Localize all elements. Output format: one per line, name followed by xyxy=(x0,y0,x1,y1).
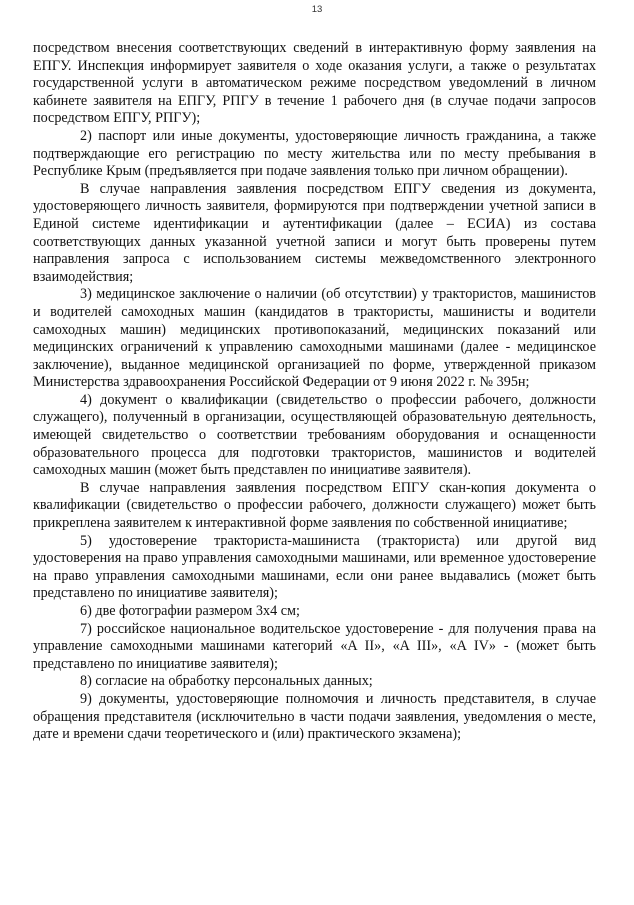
paragraph-item-8-consent: 8) согласие на обработку персональных данных; xyxy=(80,673,373,690)
body-text xyxy=(33,40,596,744)
paragraph-item-4-qualification: 4) документ о квалификации (свидетельство о профессии рабочего, должности служащего), полученный в организации, осуществляющей образовательную деятельность, имеющей свидетельство о соответствии требованиям оборудования и оснащенности образовательного процесса для подготовки трактористов, машинистов и водителей самоходных машин (может быть представлен по инициативе заявителя). xyxy=(33,391,596,479)
paragraph-esia-note: В случае направления заявления посредством ЕПГУ сведения из документа, удостоверяющего личность заявителя, формируются при подтверждении учетной записи в Единой системе идентификации и аутентификации (далее – ЕСИА) из состава соответствующих данных указанной учетной записи и могут быть проверены путем направления запроса с использованием системы межведомственного электронного взаимодействия; xyxy=(33,180,596,285)
paragraph-item-7-drivers-license: 7) российское национальное водительское удостоверение - для получения права на управление самоходными машинами категорий «A II», «A III», «A IV» - (может быть представлено по инициативе заявителя); xyxy=(33,620,596,672)
paragraph-continuation: посредством внесения соответствующих сведений в интерактивную форму заявления на ЕПГУ. Инспекция информирует заявителя о ходе оказания услуги, а также о результатах государственной услуги в автоматическом режиме посредством уведомлений в личном кабинете заявителя на ЕПГУ, РПГУ в течение 1 рабочего дня (в случае подачи запросов посредством ЕПГУ, РПГУ); xyxy=(33,40,596,127)
paragraph-epgu-scan-note: В случае направления заявления посредством ЕПГУ скан-копия документа о квалификации (свидетельство о профессии рабочего, должности служащего) может быть прикреплена заявителем к интерактивной форме заявления по собственной инициативе; xyxy=(33,479,596,532)
paragraph-item-2-passport: 2) паспорт или иные документы, удостоверяющие личность гражданина, а также подтверждающие его регистрацию по месту жительства или по месту пребывания в Республике Крым (предъявляется при подаче заявления только при личном обращении). xyxy=(33,127,596,180)
paragraph-item-9-representative: 9) документы, удостоверяющие полномочия и личность представителя, в случае обращения представителя (исключительно в части подачи заявления, уведомления о месте, дате и времени сдачи теоретического и (или) практического экзамена); xyxy=(33,690,596,743)
paragraph-item-6-photos: 6) две фотографии размером 3х4 см; xyxy=(80,603,300,619)
paragraph-item-3-medical: 3) медицинское заключение о наличии (об отсутствии) у трактористов, машинистов и водителей самоходных машин (кандидатов в трактористы, машинисты и водители самоходных машин) медицинских противопоказаний, медицинских показаний или медицинских ограничений к управлению самоходными машинами (далее - медицинское заключение), выданное медицинской организацией по форме, утвержденной приказом Министерства здравоохранения Российской Федерации от 9 июня 2022 г. № 395н; xyxy=(33,286,596,391)
paragraph-item-5-certificate: 5) удостоверение тракториста-машиниста (тракториста) или другой вид удостоверения на право управления самоходными машинами, или временное удостоверение на право управления самоходными машинами, если они ранее выдавались (может быть представлено по инициативе заявителя); xyxy=(33,532,596,602)
page-number: 13 xyxy=(311,4,323,15)
